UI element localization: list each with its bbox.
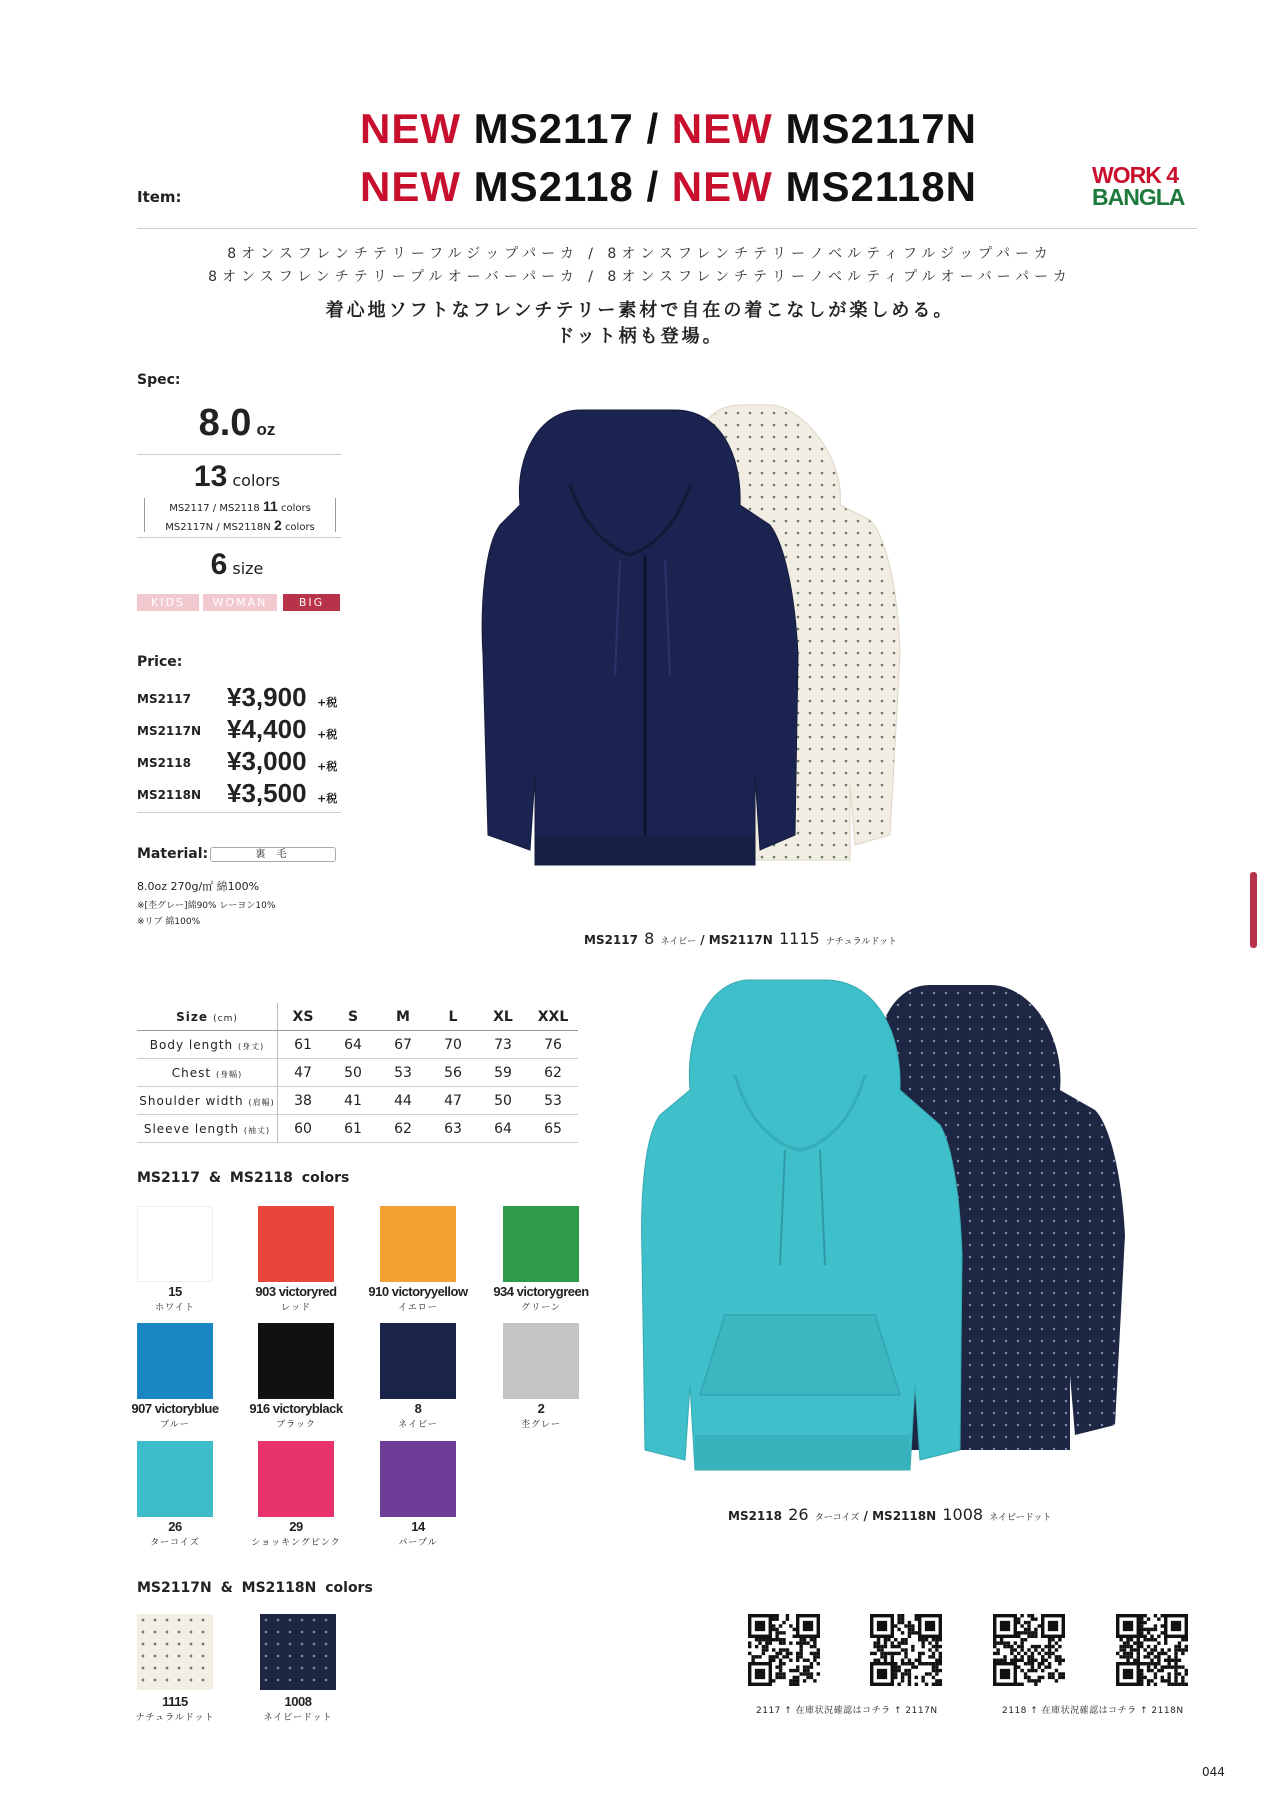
brand-logo: WORK 4 BANGLA	[1092, 162, 1185, 210]
table-row: Shoulder width (肩幅) 38 41 44 47 50 53	[137, 1087, 578, 1115]
product-photo-zip-hoodies	[480, 395, 910, 905]
photo-caption-2: MS2118 26 ターコイズ / MS2118N 1008 ネイビードット	[728, 1505, 1052, 1524]
spec-divider-2	[137, 537, 341, 538]
material-line-2: ※[杢グレー]綿90% レーヨン10%	[137, 901, 276, 911]
price-row: MS2118N ¥3,500 +税	[137, 778, 338, 808]
swatch-name: 杢グレー	[520, 1420, 561, 1430]
qr-caption-right: 2118 ↑ 在庫状況確認はコチラ ↑ 2118N	[1002, 1706, 1184, 1716]
size-tag-kids: KIDS	[137, 594, 199, 611]
color-swatch	[503, 1206, 579, 1282]
swatch-code: 15	[168, 1284, 182, 1299]
color-swatch	[137, 1206, 213, 1282]
swatch-code: 1115	[162, 1694, 188, 1709]
spec-colors: 13 colors	[193, 460, 281, 493]
swatch-code: 8	[414, 1401, 422, 1416]
title-line-1: NEW MS2117 / NEW MS2117N	[360, 105, 977, 152]
spec-colors-detail: MS2117 / MS2118 11 colors MS2117N / MS2118N 2 colors	[144, 498, 336, 532]
size-tag-woman: WOMAN	[203, 594, 277, 611]
swatch-name: ターコイズ	[150, 1538, 200, 1548]
price-divider	[137, 812, 341, 813]
color-swatch	[503, 1323, 579, 1399]
price-label: Price:	[137, 654, 183, 670]
qr-code-2117n[interactable]	[870, 1614, 942, 1686]
table-row: Body length (身丈) 61 64 67 70 73 76	[137, 1031, 578, 1059]
swatch-code: 14	[411, 1519, 425, 1534]
price-row: MS2118 ¥3,000 +税	[137, 746, 338, 776]
size-table-header: Size (cm) XS S M L XL XXL	[137, 1003, 578, 1031]
spec-sizes: 6 size	[210, 548, 264, 581]
price-row: MS2117 ¥3,900 +税	[137, 682, 338, 712]
size-table	[137, 1003, 578, 1143]
swatch-code: 26	[168, 1519, 182, 1534]
color-swatch	[258, 1206, 334, 1282]
swatch-name: ネイビードット	[263, 1713, 333, 1723]
qr-caption-left: 2117 ↑ 在庫状況確認はコチラ ↑ 2117N	[756, 1706, 938, 1716]
swatch-code: 1008	[284, 1694, 312, 1709]
swatch-code: 903 victoryred	[255, 1284, 337, 1299]
catch-copy-2: ドット柄も登場。	[556, 326, 724, 347]
color-swatch	[258, 1441, 334, 1517]
qr-code-2118n[interactable]	[1116, 1614, 1188, 1686]
subtitle-2: 8オンスフレンチテリープルオーバーパーカ / 8オンスフレンチテリーノベルティプルオーバーパーカ	[208, 269, 1072, 285]
photo-caption-1: MS2117 8 ネイビー / MS2117N 1115 ナチュラルドット	[584, 929, 897, 948]
color-swatch	[380, 1206, 456, 1282]
swatch-name: ショッキングピンク	[251, 1538, 341, 1548]
title-line-2: NEW MS2118 / NEW MS2118N	[360, 163, 977, 210]
swatch-name: パープル	[398, 1538, 438, 1548]
swatch-code: 910 victoryyellow	[368, 1284, 468, 1299]
swatch-name: ブルー	[160, 1420, 190, 1430]
catch-copy-1: 着心地ソフトなフレンチテリー素材で自在の着こなしが楽しめる。	[325, 300, 955, 321]
swatch-code: 907 victoryblue	[131, 1401, 219, 1416]
swatch-name: ナチュラルドット	[135, 1713, 215, 1723]
page-number: 044	[1202, 1765, 1225, 1779]
material-line-1: 8.0oz 270g/㎡ 綿100%	[137, 880, 260, 893]
size-table-title: Size (cm)	[137, 1003, 278, 1031]
qr-code-2117[interactable]	[748, 1614, 820, 1686]
color-swatch	[137, 1323, 213, 1399]
swatch-name: イエロー	[398, 1303, 438, 1313]
swatch-code: 916 victoryblack	[249, 1401, 343, 1416]
swatch-name: ホワイト	[155, 1303, 195, 1313]
spec-label: Spec:	[137, 372, 181, 388]
table-row: Sleeve length (袖丈) 60 61 62 63 64 65	[137, 1115, 578, 1143]
table-row: Chest (身幅) 47 50 53 56 59 62	[137, 1059, 578, 1087]
spec-weight: 8.0 oz	[198, 402, 276, 444]
product-photo-pullover-hoodies	[640, 975, 1140, 1485]
price-row: MS2117N ¥4,400 +税	[137, 714, 338, 744]
swatch-code: 2	[537, 1401, 545, 1416]
swatch-name: グリーン	[521, 1303, 561, 1313]
swatch-code: 934 victorygreen	[493, 1284, 589, 1299]
material-tag: 裏 毛	[210, 847, 336, 862]
material-line-3: ※リブ 綿100%	[137, 917, 201, 927]
color-swatch-navy-dot	[260, 1614, 336, 1690]
size-tag-big: BIG	[283, 594, 340, 611]
item-label: Item:	[137, 188, 182, 206]
page-side-tab	[1250, 872, 1257, 948]
header-divider	[137, 228, 1197, 229]
color-swatch-natural-dot	[137, 1614, 213, 1690]
swatch-name: レッド	[281, 1303, 311, 1313]
color-swatch	[137, 1441, 213, 1517]
color-swatch	[380, 1323, 456, 1399]
qr-code-2118[interactable]	[993, 1614, 1065, 1686]
color-swatch	[258, 1323, 334, 1399]
subtitle-1: 8オンスフレンチテリーフルジップパーカ / 8オンスフレンチテリーノベルティフルジップパーカ	[227, 246, 1053, 262]
colors-section-1-title: MS2117 & MS2118 colors	[137, 1170, 350, 1186]
color-swatch	[380, 1441, 456, 1517]
swatch-code: 29	[289, 1519, 303, 1534]
colors-section-2-title: MS2117N & MS2118N colors	[137, 1580, 373, 1596]
spec-divider-1	[137, 454, 341, 455]
swatch-name: ネイビー	[398, 1420, 438, 1430]
swatch-name: ブラック	[276, 1420, 316, 1430]
material-label: Material:	[137, 846, 209, 862]
